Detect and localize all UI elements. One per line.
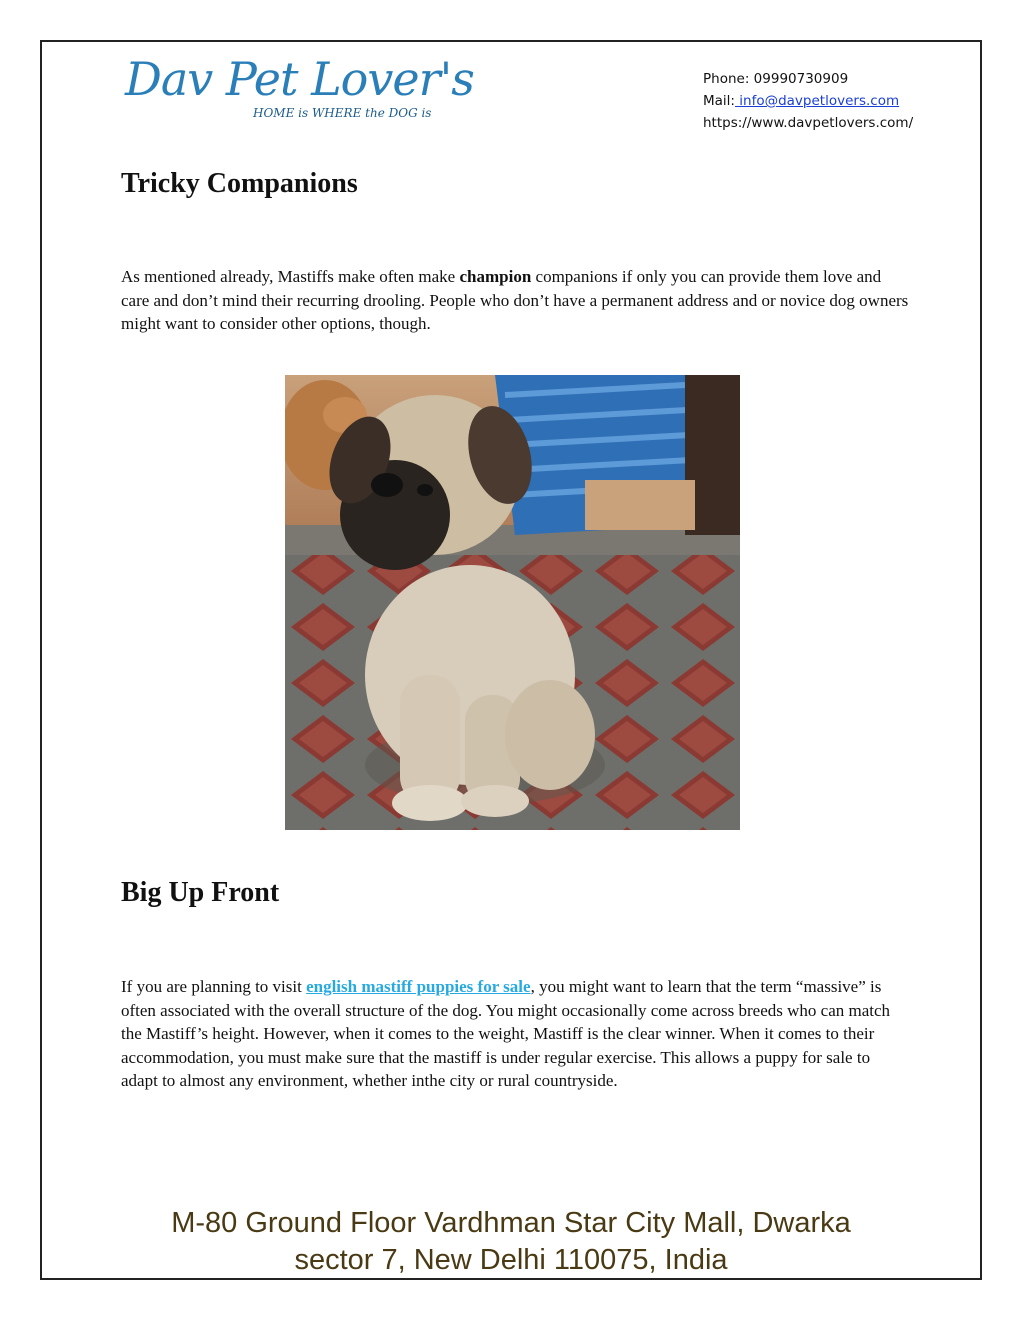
contact-mail: Mail: info@davpetlovers.com [703, 93, 900, 109]
brand-tagline: HOME is WHERE the DOG is [253, 106, 432, 120]
address-line-2: sector 7, New Delhi 110075, India [294, 1244, 728, 1276]
puppies-for-sale-link[interactable]: english mastiff puppies for sale [306, 977, 531, 996]
address-line-1: M-80 Ground Floor Vardhman Star City Mall, Dwarka [171, 1207, 851, 1239]
contact-phone: Phone: 09990730909 [703, 71, 849, 87]
footer-address [41, 1205, 981, 1279]
website-url[interactable]: https://www.davpetlovers.com/ [703, 115, 914, 131]
brand-name: Dav Pet Lover's [125, 52, 474, 106]
email-link[interactable]: info@davpetlovers.com [734, 93, 900, 109]
section-heading-big-up-front: Big Up Front [121, 877, 280, 908]
phone-number: 09990730909 [753, 71, 849, 87]
section-paragraph: If you are planning to visit english mastiff puppies for sale, you might want to learn that the term “massive” is often associated with the overall structure of the dog. You might occasionally come across breeds who can match the Mastiff’s height. However, when it comes to the weight, Mastiff is the clear winner. When it comes to their accommodation, you must make sure that the mastiff is under regular exercise. This allows a puppy for sale to adapt to almost any environment, whether inthe city or rural countryside. [121, 977, 891, 1090]
contact-block [703, 68, 913, 134]
mastiff-puppy-photo [285, 375, 740, 830]
bold-word: champion [459, 267, 532, 286]
section-paragraph: As mentioned already, Mastiffs make often make champion companions if only you can provide them love and care and don’t mind their recurring drooling. People who don’t have a permanent address and or novice dog owners might want to consider other options, though. [121, 267, 909, 333]
section-heading-tricky-companions: Tricky Companions [121, 168, 358, 199]
brand-logo[interactable] [125, 52, 474, 128]
